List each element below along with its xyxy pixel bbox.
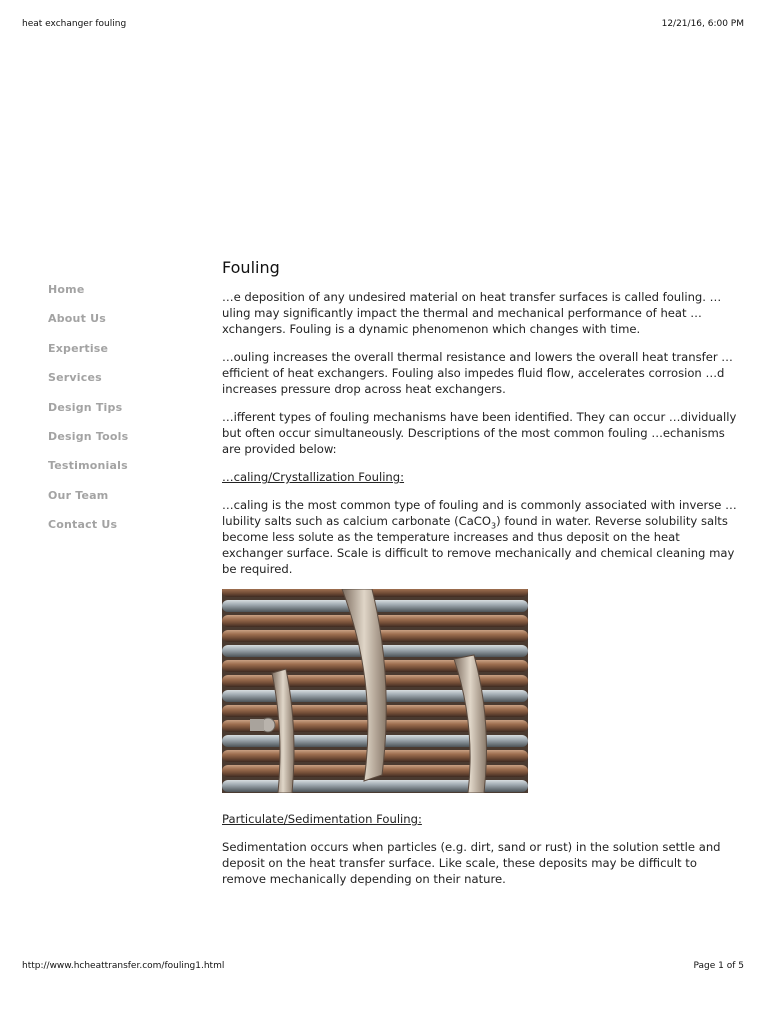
- nav-our-team[interactable]: Our Team: [48, 488, 109, 502]
- heading-scaling: …caling/Crystallization Fouling:: [222, 470, 405, 484]
- nav-home[interactable]: Home: [48, 283, 85, 296]
- fouled-tube-bundle-photo: [222, 589, 528, 793]
- print-header-title: heat exchanger fouling: [22, 19, 127, 29]
- print-header-datetime: 12/21/16, 6:00 PM: [661, 19, 744, 29]
- paragraph-definition: …e deposition of any undesired material on heat transfer surfaces is called fouling. …uling may significantly impact the thermal and mechanical performance of heat …xchangers. Fouling is a dynamic phenomenon which changes with time.: [222, 290, 722, 336]
- scaling-text-b: ) found in water. Reverse solubility salts become less solute as the temperature increases and thus deposit on the heat exchanger surface. Scale is difficult to remove mechanically and chemical cleaning may be required.: [222, 514, 735, 576]
- sidebar-nav: [48, 283, 188, 548]
- paragraph-scaling: [222, 497, 742, 577]
- page-title: Fouling: [222, 258, 280, 277]
- paragraph-effects: …ouling increases the overall thermal resistance and lowers the overall heat transfer …efficient of heat exchangers. Fouling also impedes fluid flow, accelerates corrosion …d increases pressure drop across heat exchangers.: [222, 350, 733, 396]
- paragraph-particulate: Sedimentation occurs when particles (e.g. dirt, sand or rust) in the solution settle and deposit on the heat transfer surface. Like scale, these deposits may be difficult to remove mechanically depending on their nature.: [222, 840, 721, 886]
- scaling-text-a: …caling is the most common type of fouling and is commonly associated with inverse …lubility salts such as calcium carbonate (CaCO: [222, 498, 737, 528]
- nav-services[interactable]: Services: [48, 371, 102, 385]
- nav-design-tips[interactable]: Design Tips: [48, 400, 123, 414]
- print-footer-url: http://www.hcheattransfer.com/fouling1.html: [22, 961, 225, 971]
- main-content: [222, 256, 742, 899]
- nav-expertise[interactable]: Expertise: [48, 341, 109, 355]
- nav-design-tools[interactable]: Design Tools: [48, 429, 129, 443]
- print-footer-page: Page 1 of 5: [693, 961, 744, 971]
- nav-about-us[interactable]: About Us: [48, 312, 106, 326]
- nav-testimonials[interactable]: Testimonials: [48, 459, 128, 473]
- nav-contact-us[interactable]: Contact Us: [48, 518, 118, 532]
- paragraph-mechanisms: …ifferent types of fouling mechanisms have been identified. They can occur …dividually but often occur simultaneously. Descriptions of the most common fouling …echanisms are provided below:: [222, 410, 737, 456]
- subscript: 3: [491, 521, 497, 531]
- heading-particulate: Particulate/Sedimentation Fouling:: [222, 812, 422, 826]
